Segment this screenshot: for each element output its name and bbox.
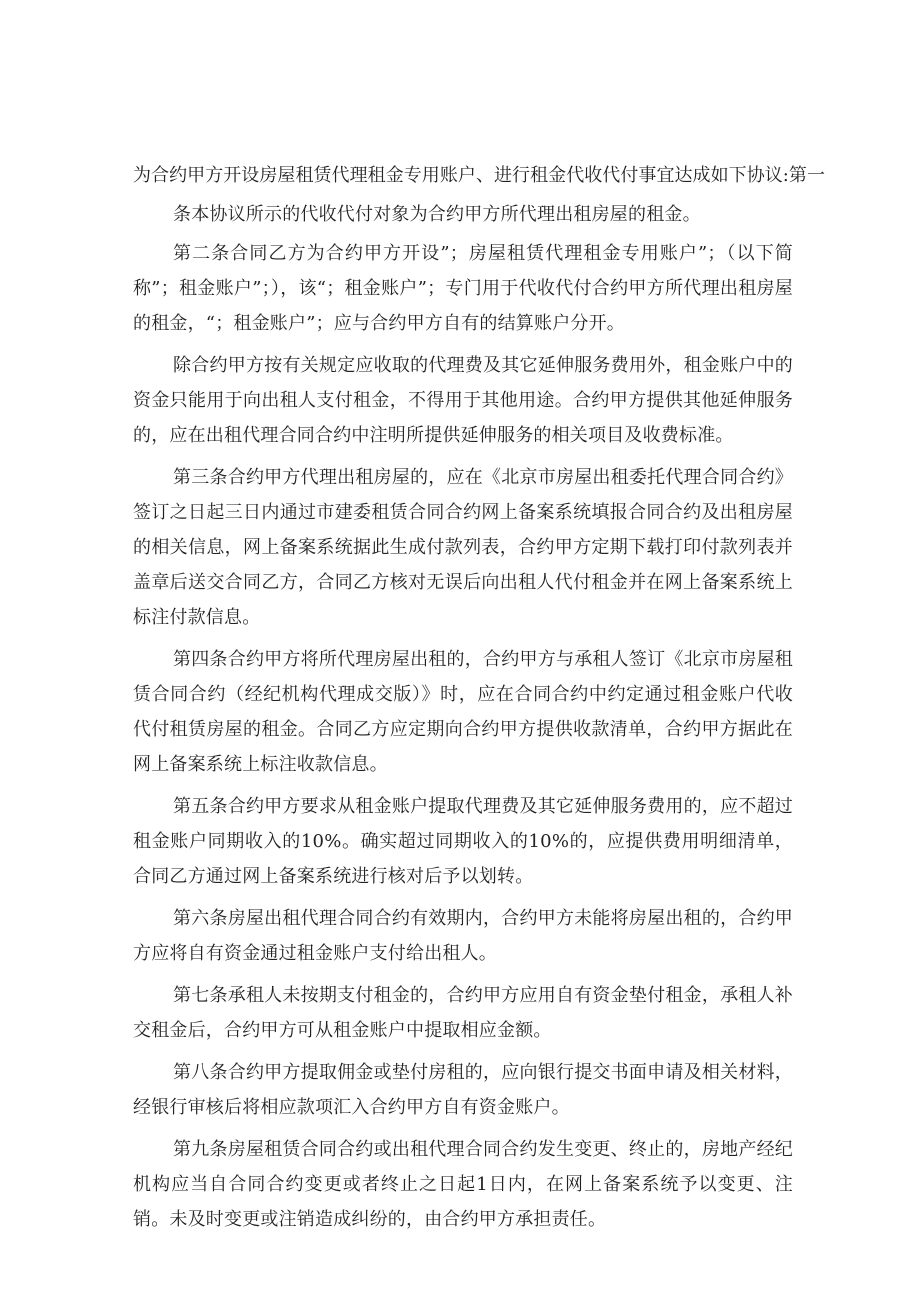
paragraph-article-3: 第三条合约甲方代理出租房屋的，应在《北京市房屋出租委托代理合同合约》签订之日起三日内通过市建委租赁合同合约网上备案系统填报合同合约及出租房屋的相关信息，网上备案系统据此生成付款列表，合约甲方定期下载打印付款列表并盖章后送交合同乙方，合同乙方核对无误后向出租人代付租金并在网上备案系统上标注付款信息。	[133, 467, 793, 628]
paragraph-article-9: 第九条房屋租赁合同合约或出租代理合同合约发生变更、终止的，房地产经纪机构应当自合同合约变更或者终止之日起1日内，在网上备案系统予以变更、注销。未及时变更或注销造成纠纷的，由合约甲方承担责任。	[133, 1139, 793, 1230]
paragraph-article-2: 第二条合同乙方为合约甲方开设”；房屋租赁代理租金专用账户”；（以下简称”；租金账户”；），该“；租金账户”；专门用于代收代付合约甲方所代理出租房屋的租金，“；租金账户”；应与合约甲方自有的结算账户分开。	[133, 243, 793, 334]
paragraph-article-2-continued: 除合约甲方按有关规定应收取的代理费及其它延伸服务费用外，租金账户中的资金只能用于向出租人支付租金，不得用于其他用途。合约甲方提供其他延伸服务的，应在出租代理合同合约中注明所提供延伸服务的相关项目及收费标准。	[133, 355, 793, 446]
paragraph-article-6: 第六条房屋出租代理合同合约有效期内，合约甲方未能将房屋出租的，合约甲方应将自有资金通过租金账户支付给出租人。	[133, 908, 793, 964]
document-body	[133, 158, 826, 1237]
paragraph-article-8: 第八条合约甲方提取佣金或垫付房租的，应向银行提交书面申请及相关材料，经银行审核后将相应款项汇入合约甲方自有资金账户。	[133, 1062, 793, 1118]
paragraph-article-7: 第七条承租人未按期支付租金的，合约甲方应用自有资金垫付租金，承租人补交租金后，合约甲方可从租金账户中提取相应金额。	[133, 985, 793, 1041]
paragraph-intro-line: 为合约甲方开设房屋租赁代理租金专用账户、进行租金代收代付事宜达成如下协议:第一	[133, 165, 826, 186]
paragraph-article-5: 第五条合约甲方要求从租金账户提取代理费及其它延伸服务费用的，应不超过租金账户同期收入的10%。确实超过同期收入的10%的，应提供费用明细清单，合同乙方通过网上备案系统进行核对后予以划转。	[133, 796, 793, 887]
paragraph-article-1: 条本协议所示的代收代付对象为合约甲方所代理出租房屋的租金。	[173, 204, 701, 225]
paragraph-article-4: 第四条合约甲方将所代理房屋出租的，合约甲方与承租人签订《北京市房屋租赁合同合约（经纪机构代理成交版）》时，应在合同合约中约定通过租金账户代收代付租赁房屋的租金。合同乙方应定期向合约甲方提供收款清单，合约甲方据此在网上备案系统上标注收款信息。	[133, 649, 793, 775]
